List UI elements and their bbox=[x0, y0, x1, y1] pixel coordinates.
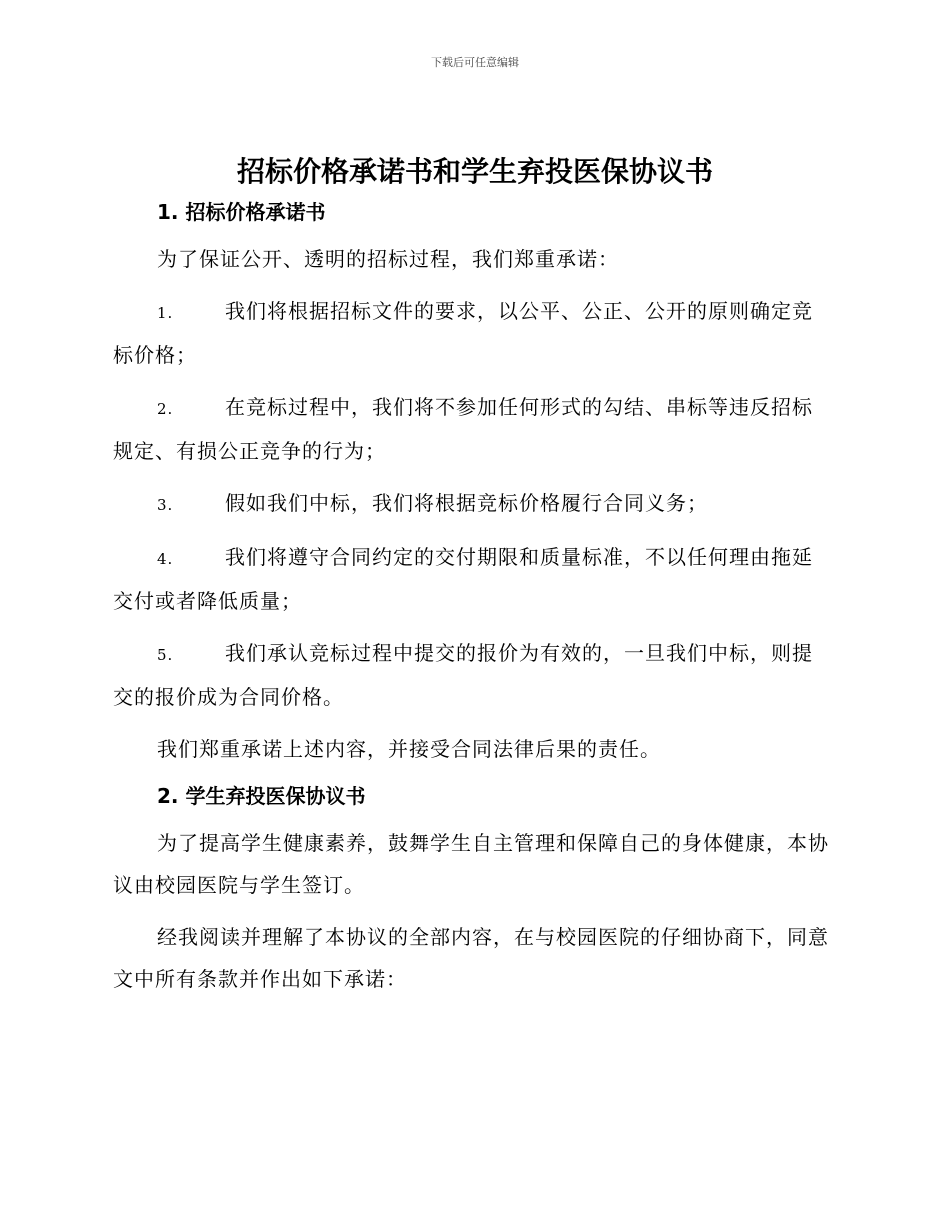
page-header: 下载后可任意编辑 bbox=[431, 56, 519, 69]
document-title: 招标价格承诺书和学生弃投医保协议书 bbox=[236, 155, 713, 188]
list-item bbox=[113, 536, 833, 622]
section-1-heading: 1. 招标价格承诺书 bbox=[157, 200, 326, 224]
list-item bbox=[113, 482, 833, 526]
list-item-text: 假如我们中标，我们将根据竞标价格履行合同义务； bbox=[225, 491, 708, 515]
list-item-number: 5. bbox=[157, 646, 174, 664]
list-item-number: 4. bbox=[157, 550, 174, 568]
section-2-paragraph-1: 为了提高学生健康素养，鼓舞学生自主管理和保障自己的身体健康，本协议由校园医院与学生签订。 bbox=[113, 831, 829, 897]
section-2-paragraph-2: 经我阅读并理解了本协议的全部内容，在与校园医院的仔细协商下，同意文中所有条款并作出如下承诺： bbox=[113, 925, 829, 991]
list-item-text: 我们将遵守合同约定的交付期限和质量标准，不以任何理由拖延交付或者降低质量； bbox=[113, 545, 813, 613]
list-item-text: 我们承认竞标过程中提交的报价为有效的，一旦我们中标，则提交的报价成为合同价格。 bbox=[113, 641, 813, 709]
section-2-heading: 2. 学生弃投医保协议书 bbox=[157, 784, 366, 808]
section-1-closing: 我们郑重承诺上述内容，并接受合同法律后果的责任。 bbox=[157, 737, 661, 761]
list-item-number: 3. bbox=[157, 496, 174, 514]
list-item bbox=[113, 290, 833, 376]
section-1-intro: 为了保证公开、透明的招标过程，我们郑重承诺： bbox=[157, 247, 619, 271]
list-item bbox=[113, 632, 833, 718]
list-item-number: 1. bbox=[157, 304, 174, 322]
list-item-text: 在竞标过程中，我们将不参加任何形式的勾结、串标等违反招标规定、有损公正竞争的行为； bbox=[113, 395, 813, 463]
list-item-number: 2. bbox=[157, 400, 174, 418]
document-body bbox=[113, 196, 833, 1010]
list-item-text: 我们将根据招标文件的要求，以公平、公正、公开的原则确定竞标价格； bbox=[113, 299, 813, 367]
list-item bbox=[113, 386, 833, 472]
